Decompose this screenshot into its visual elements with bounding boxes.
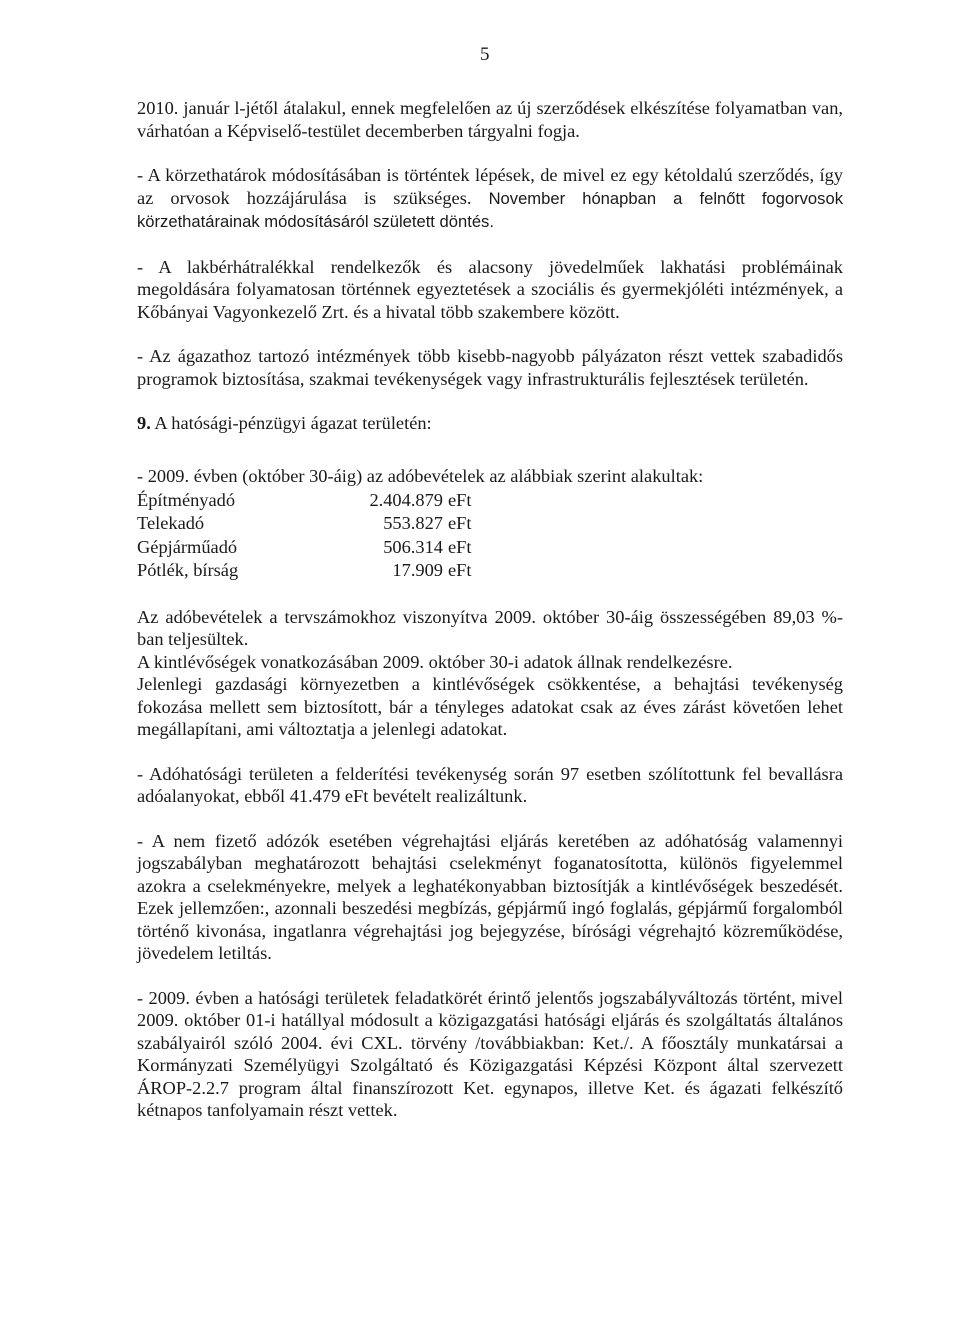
tax-name: Építményadó — [137, 490, 236, 510]
tax-name: Gépjárműadó — [137, 536, 238, 557]
paragraph-receivables-data: A kintlévőségek vonatkozásában 2009. október 30-i adatok állnak rendelkezésre. — [137, 651, 733, 672]
paragraph-economic-environment: Jelenlegi gazdasági környezetben a kintlévőségek csökkentése, a behajtási tevékenység fokozása mellett sem biztosított, bár a tényleges adatokat csak az éves zárást követően lehet megállapítani, ami változtatja a jelenlegi adatokat. — [137, 674, 843, 740]
table-row — [137, 512, 472, 535]
paragraph-enforcement-actions: - A nem fizető adózók esetében végrehajtási eljárás keretében az adóhatóság valamennyi jogszabályban meghatározott behajtási cselekményt foganatosította, különös figyelemmel azokra a cselekményekre, melyek a leghatékonyabban biztosítják a kintlévőségek beszedését. Ezek jellemzően:, azonnali beszedési megbízás, gépjármű ingó foglalás, gépjármű forgalomból történő kivonása, ingatlanra végrehajtási jog bejegyzése, bírósági végrehajtó közreműködése, jövedelem letiltás. — [137, 830, 843, 964]
table-row — [137, 536, 472, 559]
tax-name: Telekadó — [137, 513, 205, 534]
paragraph-rent-arrears: - A lakbérhátralékkal rendelkezők és alacsony jövedelműek lakhatási problémáinak megoldására folyamatosan történnek egyeztetések a szociális és gyermekjóléti intézmények, a Kőbányai Vagyonkezelő Zrt. és a hivatal több szakembere között. — [137, 256, 843, 322]
tax-revenue-table — [137, 489, 472, 583]
paragraph-text: - A körzethatárok módosításában is történtek lépések, de mivel ez egy kétoldalú szerződés, így az orvosok hozzájárulása is szükséges. — [137, 165, 843, 208]
tax-unit: eFt — [448, 536, 472, 557]
tax-amount: 2.404.879 — [369, 490, 443, 510]
section-number: 9. — [137, 413, 151, 433]
section-9-heading — [137, 412, 843, 435]
paragraph-text-sans: November hónapban a felnőtt fogorvosok körzethatárainak módosításáról született döntés. — [137, 188, 843, 231]
tax-amount: 17.909 — [392, 560, 443, 581]
document-body — [137, 97, 843, 1122]
table-row — [137, 489, 472, 512]
tax-amount: 553.827 — [383, 513, 443, 534]
tax-unit: eFt — [448, 560, 472, 581]
page-number: 5 — [480, 44, 490, 65]
tax-unit: eFt — [448, 490, 472, 510]
paragraph-district-borders — [137, 164, 843, 234]
section-title: A hatósági-pénzügyi ágazat területén: — [154, 413, 432, 433]
table-row — [137, 559, 472, 582]
tax-revenue-intro: - 2009. évben (október 30-áig) az adóbevételek az alábbiak szerint alakultak: — [137, 465, 704, 486]
tax-amount: 506.314 — [383, 536, 443, 557]
paragraph-text: 2010. január l-jétől átalakul, ennek megfelelően az új szerződések elkészítése folyamatban van, várhatóan a Képviselő-testület decemberben tárgyalni fogja. — [137, 98, 843, 141]
paragraph-tax-fulfillment: Az adóbevételek a tervszámokhoz viszonyítva 2009. október 30-áig összességében 89,03 %-ban teljesültek. — [137, 606, 843, 650]
tax-unit: eFt — [448, 513, 472, 534]
paragraph-grant-applications: - Az ágazathoz tartozó intézmények több kisebb-nagyobb pályázaton részt vettek szabadidős programok biztosítása, szakmai tevékenységek vagy infrastrukturális fejlesztések területén. — [137, 346, 843, 389]
paragraph-contract-update — [137, 97, 843, 142]
paragraph-legislation-change: - 2009. évben a hatósági területek feladatkörét érintő jelentős jogszabályváltozás történt, mivel 2009. október 01-i hatállyal módosult a közigazgatási hatósági eljárás és szolgáltatás általános szabályairól szóló 2004. évi CXL. törvény /továbbiakban: Ket./. A főosztály munkatársai a Kormányzati Személyügyi Szolgáltató és Közigazgatási Képzési Központ által szervezett ÁROP-2.2.7 program által finanszírozott Ket. egynapos, illetve Ket. és ágazati felkészítő kétnapos tanfolyamain részt vettek. — [137, 987, 843, 1121]
tax-name: Pótlék, bírság — [137, 560, 239, 581]
paragraph-tax-investigation: - Adóhatósági területen a felderítési tevékenység során 97 esetben szólítottunk fel bevallásra adóalanyokat, ebből 41.479 eFt bevételt realizáltunk. — [137, 763, 843, 807]
